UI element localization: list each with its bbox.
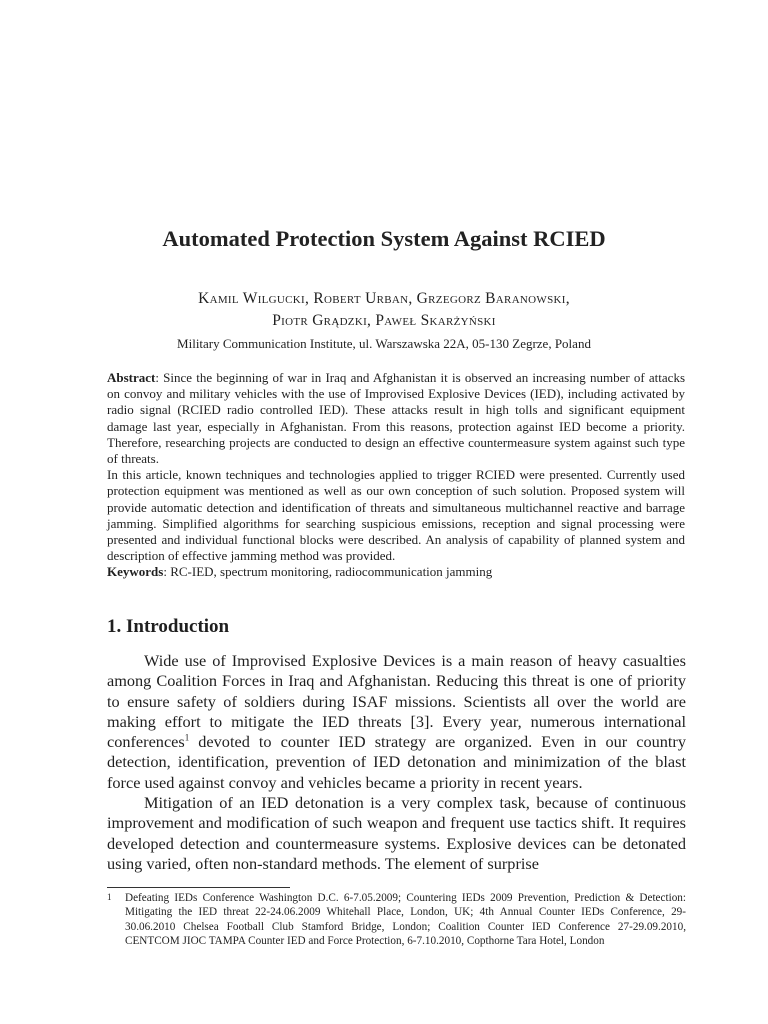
footnote-divider xyxy=(107,887,290,888)
body-paragraph-1 xyxy=(107,651,686,793)
keywords-text: : RC-IED, spectrum monitoring, radiocommunication jamming xyxy=(163,564,493,580)
paper-title: Automated Protection System Against RCIED xyxy=(162,226,606,251)
authors-line-2: Piotr Grądzki, Paweł Skarżyński xyxy=(272,312,496,329)
abstract-paragraph-1 xyxy=(107,370,685,467)
keywords-label: Keywords xyxy=(107,564,164,580)
abstract-paragraph-2: In this article, known techniques and technologies applied to trigger RCIED were presented. Currently used protection equipment was mentioned as well as our own conception of such solution. Proposed system will provide automatic detection and identification of threats and simultaneous multichannel reactive and barrage jamming. Simplified algorithms for searching suspicious emissions, reception and signal processing were presented and individual functional blocks were described. An analysis of capability of planned system and description of effective jamming method was provided. xyxy=(107,467,685,564)
authors-line-1: Kamil Wilgucki, Robert Urban, Grzegorz Baranowski, xyxy=(198,290,570,307)
body-paragraph-2: Mitigation of an IED detonation is a very complex task, because of continuous improvement and modification of such weapon and frequent use tactics shift. It requires developed detection and countermeasure systems. Explosive devices can be detonated using varied, often non-standard methods. The element of surprise xyxy=(107,793,686,873)
abstract-text-1: : Since the beginning of war in Iraq and Afghanistan it is observed an increasing number of attacks on convoy and military vehicles with the use of Improvised Explosive Devices (IED), including activated by radio signal (RCIED radio controlled IED). These attacks result in high tolls and significant equipment damage last year, especially in Afghanistan. From this reasons, protection against IED become a priority. Therefore, researching projects are conducted to design an effective countermeasure system against such type of threats. xyxy=(107,370,685,467)
footnote-reference[interactable]: 1 xyxy=(184,732,190,743)
section-heading-introduction: 1. Introduction xyxy=(107,616,230,637)
abstract-label: Abstract xyxy=(107,370,156,385)
keywords-line xyxy=(107,564,685,580)
footnote xyxy=(107,891,686,948)
affiliation: Military Communication Institute, ul. Warszawska 22A, 05-130 Zegrze, Poland xyxy=(177,336,591,351)
footnote-text: Defeating IEDs Conference Washington D.C. 6-7.05.2009; Countering IEDs 2009 Prevention, Prediction & Detection: Mitigating the IED threat 22-24.06.2009 Whitehall Place, London, UK; 4th Annual Counter IEDs Conference, 29-30.06.2010 Chelsea Football Club Stamford Bridge, London; Coalition Counter IED Conference 27-29.09.2010, CENTCOM JIOC TAMPA Counter IED and Force Protection, 6-7.10.2010, Copthorne Tara Hotel, London xyxy=(125,892,686,947)
footnote-marker: 1 xyxy=(107,892,112,902)
section-body xyxy=(107,651,686,874)
body-paragraph-1-part-b: devoted to counter IED strategy are organized. Even in our country detection, identification, prevention of IED detonation and minimization of the blast force used against convoy and vehicles became a priority in recent years. xyxy=(107,732,686,792)
body-paragraph-1-part-a: Wide use of Improvised Explosive Devices is a main reason of heavy casualties among Coalition Forces in Iraq and Afghanistan. Reducing this threat is one of priority to ensure safety of soldiers during ISAF missions. Scientists all over the world are making effort to mitigate the IED threats [3]. Every year, numerous international conferences xyxy=(107,651,686,752)
author-list xyxy=(0,288,768,332)
abstract-block xyxy=(107,370,685,581)
